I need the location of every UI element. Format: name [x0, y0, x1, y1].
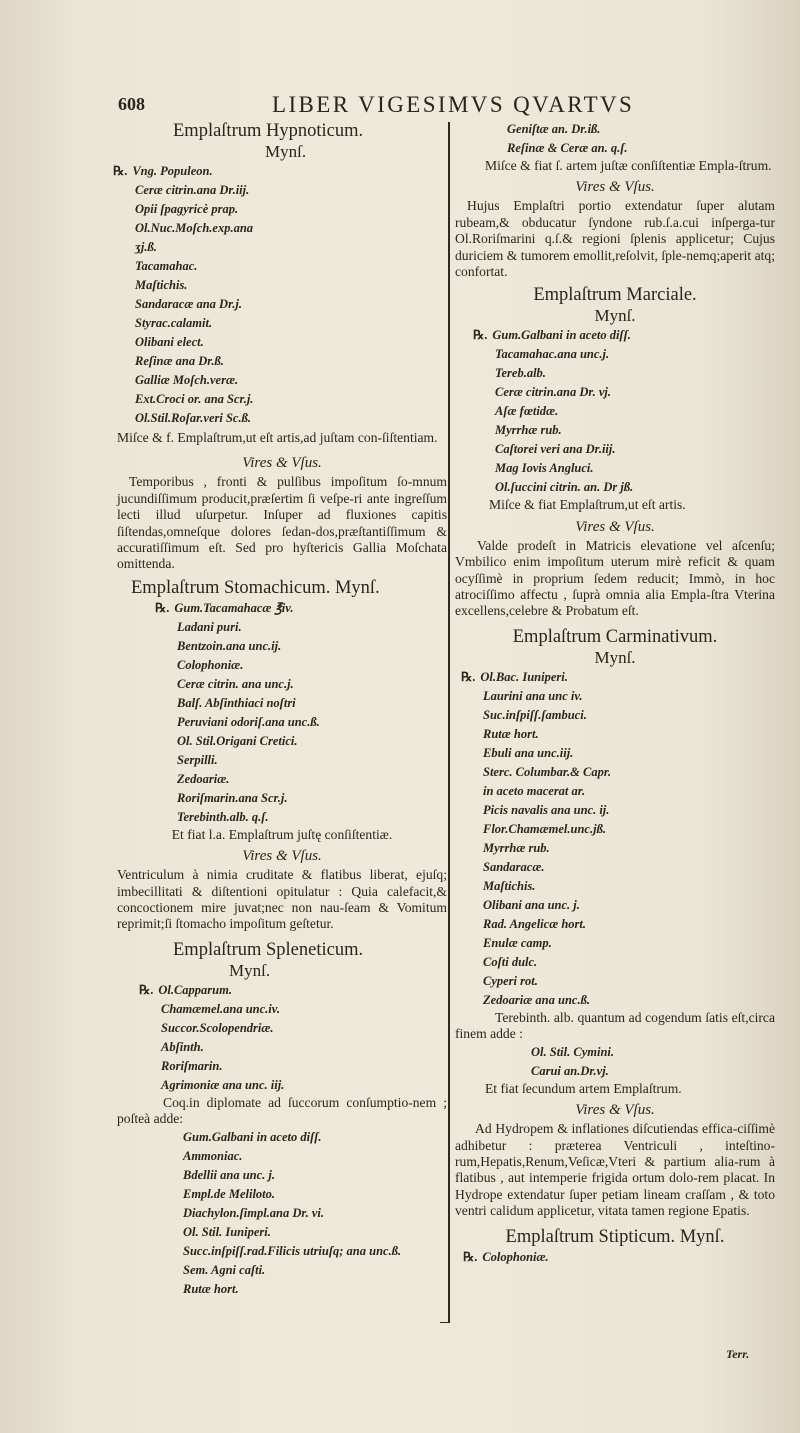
- recipe-title-stipticum: Emplaſtrum Stipticum. Mynſ.: [505, 1226, 725, 1247]
- ingredient-text: Ol.Stil.Roſar.veri Sc.ß.: [135, 411, 251, 425]
- ingredient-text: Balſ. Abſinthiaci noſtri: [177, 695, 296, 710]
- recipe-title-carminativum: Emplaſtrum Carminativum.: [512, 626, 718, 647]
- ingredient-text: Myrrhæ rub.: [483, 840, 550, 855]
- ingredient-text: Diachylon.ſimpl.ana Dr. vi.: [183, 1205, 324, 1220]
- ingredient-list-stomachicum: [117, 599, 447, 827]
- ingredient-text: Reſinæ ana Dr.ß.: [135, 354, 224, 368]
- ingredient-line: [183, 1242, 447, 1261]
- ingredient-text: ʒj.ß.: [135, 240, 157, 254]
- ingredient-line: [461, 668, 775, 687]
- recipe-symbol: ℞.: [113, 164, 128, 178]
- ingredient-text: Ebuli ana unc.iij.: [483, 745, 574, 760]
- prose-continued: Hujus Emplaſtri portio extendatur ſuper alutam rubeam,& obducatur ſyndone rub.ſ.a.cui inſperga-tur Ol.Roriſmarini q.ſ.& regioni ſplenis applicetur; Cujus duriciem & tumorem emollit,reſolvit, ſple-nemq;aperit atq; confortat.: [455, 198, 775, 280]
- ingredient-text: Olibani ana unc. j.: [483, 897, 580, 912]
- ingredient-line: [135, 257, 447, 276]
- prose-carminativum: Ad Hydropem & inflationes diſcutiendas effica-ciſſimè adhibetur : præterea Ventriculi , inteſtino-rum,Hepatis,Renum,Veſicæ,Vteri & partium alia-rum à flatibus , aut intemperie frigida ortum dolo-rem placat. In Hydrope extendatur ſuper petiam lineam craſſam , & toto ventri calidum applicetur, vitata tamen regione Epatis.: [455, 1121, 775, 1219]
- ingredient-text: Tacamahac.ana unc.j.: [495, 347, 610, 362]
- ingredient-text: Ol. Stil.Origani Cretici.: [177, 733, 298, 748]
- ingredient-text: Abſinth.: [161, 1039, 204, 1054]
- ingredient-line: [483, 725, 775, 744]
- ingredient-list-continued: [455, 120, 775, 158]
- ingredient-line: [177, 637, 447, 656]
- ingredient-text: Tacamahac.: [135, 259, 198, 273]
- ingredient-text: Maſtichis.: [483, 878, 536, 893]
- ingredient-text: Styrac.calamit.: [135, 316, 213, 330]
- ingredient-text: Rutæ hort.: [483, 726, 539, 741]
- recipe-title-marciale: Emplaſtrum Marciale.: [533, 285, 697, 306]
- ingredient-line: [183, 1223, 447, 1242]
- ingredient-line: [177, 694, 447, 713]
- recipe-symbol: ℞.: [139, 982, 154, 997]
- ingredient-line: [495, 459, 775, 478]
- ingredient-line: [177, 656, 447, 675]
- ingredient-text: Sandaracæ.: [483, 859, 545, 874]
- ingredient-list-spleneticum-2: [117, 1128, 447, 1299]
- ingredient-line: [161, 1057, 447, 1076]
- ingredient-text: Colophoniæ.: [177, 657, 244, 672]
- ingredient-line: [183, 1185, 447, 1204]
- ingredient-line: [135, 238, 447, 257]
- running-title: LIBER VIGESIMVS QVARTVS: [272, 92, 635, 117]
- ingredient-text: Bentzoin.ana unc.ij.: [177, 638, 282, 653]
- recipe-symbol: ℞.: [473, 328, 488, 343]
- ingredient-text: Ceræ citrin.ana Dr.iij.: [135, 183, 250, 197]
- ingredient-text: Ol. Stil. Iuniperi.: [183, 1224, 271, 1239]
- ingredient-line: [483, 820, 775, 839]
- ingredient-text: Gum.Galbani in aceto diſſ.: [183, 1129, 322, 1144]
- ingredient-line: [483, 763, 775, 782]
- ingredient-line: [483, 706, 775, 725]
- ingredient-line: [183, 1204, 447, 1223]
- prose-stomachicum: Ventriculum à nimia cruditate & flatibus liberat, ejuſq; imbecillitati & diſtentioni opitulatur : Quia calefacit,& concoctionem mire juvat;nec non nau-ſeam & Vomitum reprimit;ſi ſtomacho impoſitum geſtetur.: [117, 867, 447, 932]
- ingredient-text: Ceræ citrin. ana unc.j.: [177, 676, 294, 691]
- ingredient-text: Flor.Chamæmel.unc.jß.: [483, 821, 606, 836]
- ingredient-line: [177, 770, 447, 789]
- ingredient-text: Vng. Populeon.: [132, 164, 213, 178]
- ingredient-line: [483, 782, 775, 801]
- prose-marciale: Valde prodeſt in Matricis elevatione vel aſcenſu; Vmbilico enim impoſitum uterum mirè reficit & quam ocyſſimè in proprium ſedem reducit; Immò, in hoc atrociſſimo affectu , ſuprà omnia alia Empla-ſtra Vterina excellens,celebre & Probatum eſt.: [455, 537, 775, 619]
- ingredient-line: [495, 383, 775, 402]
- ingredient-text: Ol. Stil. Cymini.: [531, 1044, 615, 1059]
- ingredient-line: [177, 789, 447, 808]
- recipe-symbol: ℞.: [155, 600, 170, 615]
- ingredient-text: Caſtorei veri ana Dr.iij.: [495, 442, 616, 457]
- ingredient-text: Gum.Tacamahacæ ℥iv.: [174, 600, 294, 615]
- ingredient-text: Ol.Capparum.: [158, 982, 232, 997]
- right-column: [455, 120, 775, 1267]
- ingredient-text: Enulæ camp.: [483, 935, 552, 950]
- ingredient-text: Suc.inſpiſſ.ſambuci.: [483, 707, 587, 722]
- ingredient-text: Ol.Bac. Iuniperi.: [480, 669, 568, 684]
- ingredient-text: Ammoniac.: [183, 1148, 243, 1163]
- column-divider-foot: [440, 1322, 450, 1323]
- ingredient-text: Empl.de Meliloto.: [183, 1186, 276, 1201]
- ingredient-line: [495, 440, 775, 459]
- ingredient-text: Mag Iovis Angluci.: [495, 461, 594, 476]
- ingredient-text: Sandaracæ ana Dr.j.: [135, 297, 242, 311]
- ingredient-line: [483, 801, 775, 820]
- recipe-source-carminativum: Mynſ.: [594, 647, 636, 667]
- ingredient-line: [135, 219, 447, 238]
- ingredient-text: Myrrhæ rub.: [495, 423, 562, 438]
- ingredient-text: Aſæ fœtidæ.: [495, 404, 559, 419]
- ingredient-line: [135, 295, 447, 314]
- ingredient-text: Ext.Croci or. ana Scr.j.: [135, 392, 254, 406]
- ingredient-line: [177, 713, 447, 732]
- ingredient-line: [135, 200, 447, 219]
- ingredient-line: [483, 991, 775, 1010]
- left-column: [113, 120, 447, 1299]
- ingredient-line: [161, 1019, 447, 1038]
- ingredient-text: Cyperi rot.: [483, 973, 538, 988]
- prose-hypnoticum: Temporibus , fronti & pulſibus impoſitum ſo-mnum jucundiſſimum producit,præſertim ſi veſpe-ri ante ingreſſum lecti illud uſurpetur. Inſuper ad fluxiones capitis ſiſtendas,omneſque dolores ſedan-dos,præſtantiſſimum & accuratiſſimum eſt. Sed pro hyſtericis Gallia Moſchata omittenda.: [117, 474, 447, 572]
- recipe-source-spleneticum: Mynſ.: [229, 960, 271, 980]
- ingredient-text: Sterc. Columbar.& Capr.: [483, 764, 612, 779]
- ingredient-line: [161, 1000, 447, 1019]
- ingredient-line: [495, 478, 775, 497]
- ingredient-text: Galliæ Moſch.veræ.: [135, 373, 239, 387]
- ingredient-text: in aceto macerat ar.: [483, 783, 586, 798]
- vires-heading-hypnoticum: Vires & Vſus.: [242, 455, 322, 472]
- ingredient-line: [161, 1038, 447, 1057]
- ingredient-text: Roriſmarin.ana Scr.j.: [177, 790, 288, 805]
- column-divider: [448, 122, 450, 1322]
- ingredient-line: [155, 599, 447, 618]
- ingredient-line: [483, 839, 775, 858]
- ingredient-text: Ol.ſuccini citrin. an. Dr jß.: [495, 480, 634, 495]
- ingredient-text: Peruviani odoriſ.ana unc.ß.: [177, 714, 320, 729]
- ingredient-text: Carui an.Dr.vj.: [531, 1063, 609, 1078]
- ingredient-text: Serpilli.: [177, 752, 218, 767]
- ingredient-line: [135, 181, 447, 200]
- ingredient-line: [183, 1128, 447, 1147]
- ingredient-line: [135, 352, 447, 371]
- ingredient-text: Chamæmel.ana unc.iv.: [161, 1001, 280, 1016]
- ingredient-line: [177, 732, 447, 751]
- ingredient-text: Laurini ana unc iv.: [483, 688, 583, 703]
- ingredient-text: Ol.Nuc.Moſch.exp.ana: [135, 221, 254, 235]
- recipe-source-hypnoticum: Mynſ.: [265, 142, 307, 161]
- recipe-symbol: ℞.: [461, 669, 476, 684]
- instruction-stomachicum: Et fiat l.a. Emplaſtrum juſtę conſiſtentiæ.: [171, 826, 393, 842]
- ingredient-line: [139, 981, 447, 1000]
- ingredient-text: Agrimoniæ ana unc. iij.: [161, 1077, 285, 1092]
- page-number: 608: [118, 94, 145, 114]
- ingredient-text: Rad. Angelicæ hort.: [483, 916, 587, 931]
- ingredient-list-carminativum: [455, 668, 775, 1010]
- ingredient-line: [183, 1280, 447, 1299]
- ingredient-text: Maſtichis.: [135, 278, 188, 292]
- ingredient-text: Succ.inſpiſſ.rad.Filicis utriuſq; ana unc.ß.: [183, 1243, 402, 1258]
- ingredient-list-marciale: [455, 326, 775, 497]
- ingredient-text: Succor.Scolopendriæ.: [161, 1020, 274, 1035]
- ingredient-list-spleneticum: [117, 981, 447, 1095]
- recipe-title-stomachicum: Emplaſtrum Stomachicum. Mynſ.: [131, 577, 380, 598]
- ingredient-line: [161, 1076, 447, 1095]
- ingredient-text: Rutæ hort.: [183, 1281, 239, 1296]
- ingredient-line: [177, 618, 447, 637]
- ingredient-text: Ladani puri.: [177, 619, 242, 634]
- ingredient-line: [495, 345, 775, 364]
- ingredient-line: [507, 139, 775, 158]
- vires-heading-continued: Vires & Vſus.: [575, 179, 655, 196]
- ingredient-line: [135, 409, 447, 428]
- ingredient-line: [483, 953, 775, 972]
- ingredient-line: [135, 314, 447, 333]
- ingredient-list-carminativum-2: [455, 1043, 775, 1081]
- ingredient-text: Colophoniæ.: [482, 1249, 549, 1264]
- ingredient-text: Ceræ citrin.ana Dr. vj.: [495, 385, 611, 400]
- instruction-marciale: Miſce & fiat Emplaſtrum,ut eſt artis.: [489, 497, 686, 513]
- ingredient-line: [183, 1166, 447, 1185]
- ingredient-line: [483, 972, 775, 991]
- vires-heading-marciale: Vires & Vſus.: [575, 518, 655, 535]
- recipe-source-marciale: Mynſ.: [594, 306, 636, 326]
- ingredient-line: [495, 364, 775, 383]
- ingredient-line: [135, 276, 447, 295]
- ingredient-text: Tereb.alb.: [495, 366, 546, 381]
- ingredient-line: [483, 744, 775, 763]
- ingredient-line: [495, 421, 775, 440]
- ingredient-line: [135, 390, 447, 409]
- ingredient-text: Terebinth.alb. q.ſ.: [177, 809, 269, 824]
- ingredient-line: [483, 896, 775, 915]
- ingredient-line: [531, 1062, 775, 1081]
- ingredient-text: Zedoariæ ana unc.ß.: [483, 992, 590, 1007]
- ingredient-text: Bdellii ana unc. j.: [183, 1167, 276, 1182]
- ingredient-line: [507, 120, 775, 139]
- vires-heading-carminativum: Vires & Vſus.: [575, 1102, 655, 1119]
- instruction-carminativum: Terebinth. alb. quantum ad cogendum ſatis eſt,circa finem adde :: [455, 1009, 775, 1042]
- ingredient-line: [473, 326, 775, 345]
- ingredient-text: Coſti dulc.: [483, 954, 538, 969]
- catchword: Terr.: [726, 1347, 750, 1361]
- instruction-hypnoticum: Miſce & f. Emplaſtrum,ut eſt artis,ad juſtam con-ſiſtentiam.: [117, 430, 438, 445]
- ingredient-text: Roriſmarin.: [161, 1058, 223, 1073]
- ingredient-text: Gum.Galbani in aceto diſſ.: [492, 328, 631, 343]
- ingredient-text: Picis navalis ana unc. ij.: [483, 802, 610, 817]
- ingredient-text: Opii ſpagyricè prap.: [135, 202, 239, 216]
- vires-heading-stomachicum: Vires & Vſus.: [242, 848, 322, 865]
- ingredient-line: [113, 162, 447, 181]
- ingredient-line: [183, 1261, 447, 1280]
- ingredient-line: [483, 687, 775, 706]
- ingredient-line: [177, 808, 447, 827]
- ingredient-text: Zedoariæ.: [177, 771, 230, 786]
- ingredient-line: [135, 371, 447, 390]
- recipe-title-hypnoticum: Emplaſtrum Hypnoticum.: [173, 121, 364, 141]
- recipe-title-spleneticum: Emplaſtrum Spleneticum.: [173, 939, 364, 960]
- ingredient-line: [177, 751, 447, 770]
- ingredient-line: [531, 1043, 775, 1062]
- ingredient-text: Reſinæ & Ceræ an. q.ſ.: [507, 141, 628, 155]
- ingredient-line: [177, 675, 447, 694]
- ingredient-line: [183, 1147, 447, 1166]
- ingredient-text: Geniſtæ an. Dr.iß.: [507, 122, 601, 136]
- page-header: [0, 92, 800, 120]
- ingredient-text: Sem. Agni caſti.: [183, 1262, 266, 1277]
- ingredient-list-stipticum: [455, 1248, 775, 1267]
- ingredient-line: [483, 858, 775, 877]
- instruction-spleneticum: Coq.in diplomate ad ſuccorum conſumptio-nem ; poſteà adde:: [117, 1094, 447, 1127]
- ingredient-line: [483, 915, 775, 934]
- ingredient-line: [483, 877, 775, 896]
- instruction-carminativum-2: Et fiat ſecundum artem Emplaſtrum.: [485, 1080, 682, 1096]
- recipe-symbol: ℞.: [463, 1249, 478, 1264]
- ingredient-line: [463, 1248, 775, 1267]
- ingredient-text: Olibani elect.: [135, 335, 204, 349]
- ingredient-list-hypnoticum: [113, 162, 447, 428]
- ingredient-line: [483, 934, 775, 953]
- instruction-continued: Miſce & fiat ſ. artem juſtæ conſiſtentiæ Empla-ſtrum.: [485, 158, 772, 173]
- ingredient-line: [135, 333, 447, 352]
- ingredient-line: [495, 402, 775, 421]
